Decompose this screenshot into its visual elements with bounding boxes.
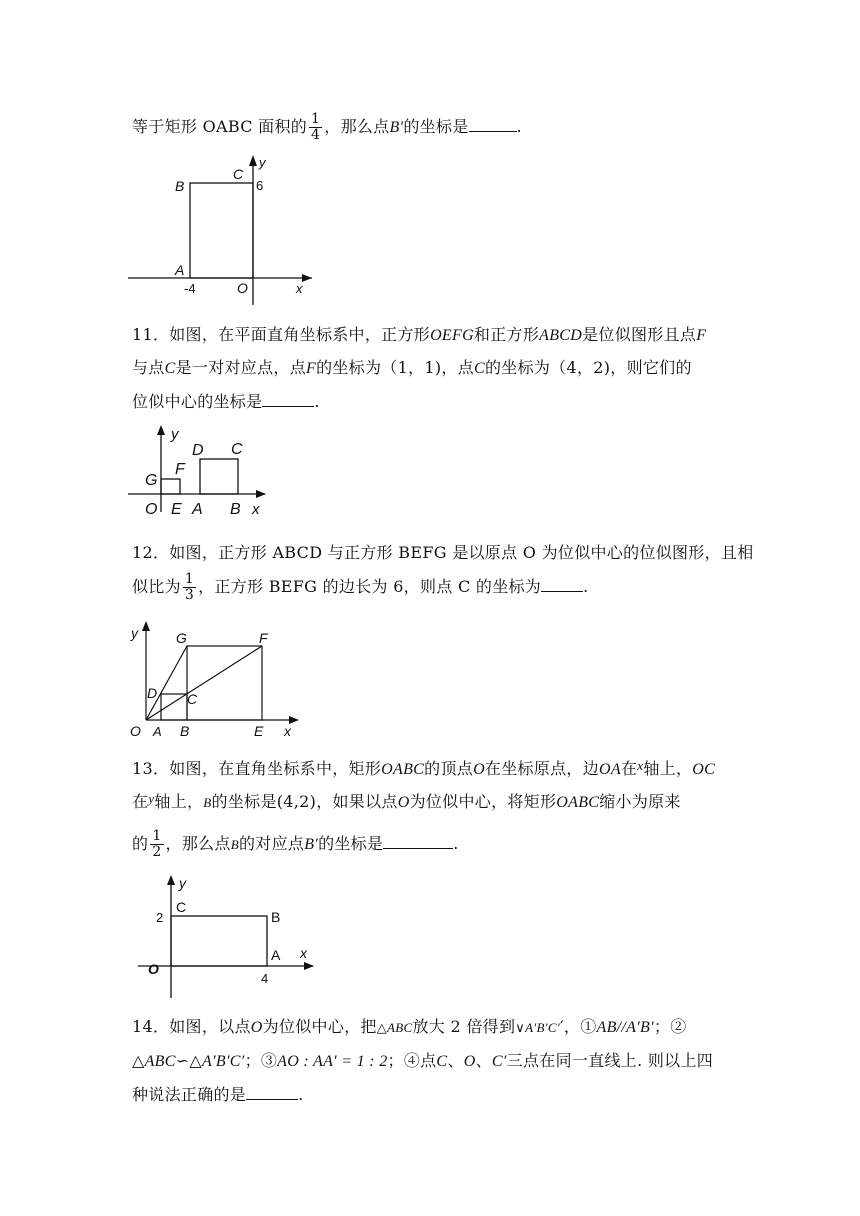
q14-text: 14．如图，以点 bbox=[132, 1017, 251, 1036]
q14-line-3 bbox=[132, 1082, 304, 1105]
q11-text: 11．如图，在平面直角坐标系中，正方形 bbox=[132, 325, 431, 344]
q13-text: 轴上， bbox=[154, 792, 204, 811]
point-label-g: G bbox=[176, 630, 187, 646]
point-label-a: A bbox=[271, 947, 281, 963]
axis-label-x: x bbox=[300, 945, 307, 961]
q12-line-1 bbox=[132, 540, 754, 563]
axis-label-x: x bbox=[252, 501, 260, 518]
axis-label-y: y bbox=[179, 875, 186, 891]
q11-symbol: F bbox=[306, 360, 317, 377]
origin-label: O bbox=[237, 280, 248, 296]
q13-text: 在 bbox=[620, 759, 638, 778]
frac-numerator: 1 bbox=[311, 111, 321, 127]
q13-text: 缩小为原来 bbox=[599, 792, 681, 811]
q14-symbol: △ABC∽△A′B′C′ bbox=[132, 1053, 245, 1070]
q11-text: 是一对对应点，点 bbox=[175, 358, 306, 377]
point-label-f: F bbox=[175, 461, 185, 478]
q11-symbol: OEFG bbox=[430, 327, 474, 344]
q10-text: . bbox=[516, 117, 522, 136]
axis-label-y: y bbox=[131, 625, 138, 641]
axis-label-y: y bbox=[171, 426, 179, 443]
q13-symbol: O bbox=[473, 761, 485, 778]
q12-text: 12．如图，正方形 ABCD 与正方形 BEFG 是以原点 O 为位似中心的位似图形，且相 bbox=[132, 543, 754, 562]
square-abcd bbox=[200, 459, 238, 494]
q13-line-2 bbox=[132, 789, 681, 812]
rectangle-oabc bbox=[190, 183, 253, 278]
axis-label-y: y bbox=[259, 155, 266, 170]
q10-line bbox=[132, 112, 522, 143]
origin-label: O bbox=[130, 723, 141, 739]
line-og bbox=[146, 646, 187, 720]
q14-text: . bbox=[298, 1085, 304, 1104]
q14-symbol: O bbox=[463, 1053, 476, 1070]
point-label-a: A bbox=[175, 262, 185, 278]
q14-text: 三点在同一直线上. 则以上四 bbox=[506, 1051, 714, 1070]
figure-11 bbox=[128, 422, 278, 522]
q14-text: 、 bbox=[475, 1051, 492, 1070]
q13-line-3 bbox=[132, 829, 459, 860]
answer-blank[interactable] bbox=[469, 117, 517, 132]
q13-symbol: OC bbox=[692, 761, 716, 778]
origin-label: O bbox=[145, 501, 158, 518]
q12-line-2 bbox=[132, 572, 589, 603]
tick-label-minus4: -4 bbox=[184, 281, 196, 296]
q13-symbol: x bbox=[637, 758, 644, 773]
answer-blank[interactable] bbox=[262, 392, 314, 407]
q11-line-1 bbox=[132, 322, 706, 345]
square-befg bbox=[187, 646, 262, 720]
q14-text: 种说法正确的是 bbox=[132, 1085, 247, 1104]
tick-label-6: 6 bbox=[256, 178, 264, 193]
q13-text: . bbox=[453, 834, 459, 853]
q12-text: ，正方形 BEFG 的边长为 6，则点 C 的坐标为 bbox=[198, 577, 542, 596]
q11-symbol: ABCD bbox=[539, 327, 583, 344]
q11-text: . bbox=[314, 392, 320, 411]
point-label-e: E bbox=[254, 723, 264, 739]
q11-text: 与点 bbox=[132, 358, 165, 377]
x-axis-arrow bbox=[302, 274, 312, 282]
frac-numerator: 1 bbox=[184, 571, 195, 587]
q14-symbol: △ABC bbox=[376, 1020, 413, 1035]
q13-text: 为位似中心，将矩形 bbox=[409, 792, 557, 811]
q11-text: 的坐标为（4，2)，则它们的 bbox=[484, 358, 692, 377]
q14-text: ；② bbox=[653, 1017, 687, 1036]
square-abcd bbox=[161, 694, 187, 720]
q14-symbol: C′ bbox=[491, 1053, 507, 1070]
figure-10 bbox=[128, 150, 328, 310]
q13-symbol: B bbox=[203, 795, 212, 810]
tick-label-2: 2 bbox=[156, 910, 164, 925]
q14-symbol: AO : AA′ = 1 : 2 bbox=[277, 1053, 388, 1070]
q11-symbol: F bbox=[696, 327, 707, 344]
q11-text: 位似中心的坐标是 bbox=[132, 392, 263, 411]
q13-symbol: OA bbox=[599, 761, 621, 778]
line-of bbox=[146, 646, 262, 720]
frac-denominator: 2 bbox=[152, 844, 162, 860]
tick-label-4: 4 bbox=[261, 971, 269, 986]
y-axis-arrow bbox=[142, 621, 150, 631]
q14-text: ；④点 bbox=[387, 1051, 437, 1070]
figure-12 bbox=[128, 618, 308, 742]
q11-symbol: C bbox=[164, 360, 176, 377]
q10-point: B′ bbox=[389, 119, 404, 136]
q13-text: ，那么点 bbox=[165, 834, 231, 853]
x-axis-arrow bbox=[256, 490, 266, 498]
q13-symbol: B′ bbox=[304, 836, 319, 853]
point-label-e: E bbox=[171, 501, 182, 518]
point-label-b: B bbox=[180, 723, 190, 739]
q13-symbol: y bbox=[148, 791, 155, 806]
figure-13 bbox=[138, 870, 318, 1005]
point-label-b: B bbox=[271, 909, 281, 925]
q14-symbol: O bbox=[250, 1019, 263, 1036]
q13-symbol: OABC bbox=[381, 761, 425, 778]
q13-text: 的 bbox=[132, 834, 149, 853]
q13-symbol: OABC bbox=[556, 794, 600, 811]
q14-text: 、 bbox=[447, 1051, 464, 1070]
origin-label: O bbox=[148, 961, 159, 977]
y-axis-arrow bbox=[157, 425, 165, 435]
square-oefg bbox=[161, 479, 180, 494]
q14-text: 为位似中心，把 bbox=[262, 1017, 377, 1036]
q13-text: 在坐标原点，边 bbox=[484, 759, 600, 778]
frac-numerator: 1 bbox=[152, 828, 162, 844]
q11-line-2 bbox=[132, 355, 692, 378]
q11-line-3 bbox=[132, 389, 320, 412]
q14-symbol: C bbox=[436, 1053, 448, 1070]
q10-text: ，那么点 bbox=[324, 117, 390, 136]
q11-text: 是位似图形且点 bbox=[582, 325, 697, 344]
q10-fraction bbox=[309, 112, 322, 143]
q13-fraction bbox=[150, 829, 163, 860]
point-label-a: A bbox=[192, 501, 203, 518]
point-label-g: G bbox=[145, 472, 158, 489]
point-label-b: B bbox=[230, 501, 241, 518]
q14-line-1 bbox=[132, 1014, 687, 1037]
q13-symbol: B bbox=[230, 837, 239, 852]
point-label-d: D bbox=[192, 442, 204, 459]
q13-text: 在 bbox=[132, 792, 149, 811]
y-axis-arrow bbox=[167, 875, 175, 885]
q13-text: 的顶点 bbox=[424, 759, 474, 778]
point-label-b: B bbox=[175, 178, 185, 194]
q12-fraction bbox=[183, 572, 196, 603]
frac-denominator: 3 bbox=[184, 587, 195, 603]
q13-line-1 bbox=[132, 756, 715, 779]
q13-text: 的坐标是 bbox=[318, 834, 384, 853]
point-label-c: C bbox=[233, 166, 244, 182]
q13-text: ，如果以点 bbox=[316, 792, 398, 811]
q13-text: 的坐标是 bbox=[211, 792, 277, 811]
q13-coordinate: (4,2) bbox=[276, 792, 317, 811]
q14-symbol: ∨A′B′C′ bbox=[515, 1020, 560, 1035]
q14-line-2 bbox=[132, 1048, 713, 1071]
point-label-f: F bbox=[259, 630, 268, 646]
point-label-c: C bbox=[187, 691, 198, 707]
y-axis-arrow bbox=[249, 155, 257, 166]
q14-text: ′，① bbox=[559, 1017, 597, 1036]
point-label-c: C bbox=[176, 899, 187, 915]
q13-symbol: O bbox=[397, 794, 410, 811]
point-label-a: A bbox=[153, 724, 162, 739]
axis-label-x: x bbox=[284, 723, 291, 739]
point-label-d: D bbox=[147, 685, 158, 701]
q10-text: 的坐标是 bbox=[403, 117, 469, 136]
answer-blank[interactable] bbox=[541, 577, 583, 592]
q10-text: 等于矩形 OABC 面积的 bbox=[132, 117, 308, 136]
q13-text: 13．如图，在直角坐标系中，矩形 bbox=[132, 759, 382, 778]
answer-blank[interactable] bbox=[246, 1085, 298, 1100]
q11-text: 和正方形 bbox=[473, 325, 540, 344]
q13-text: 轴上， bbox=[643, 759, 693, 778]
frac-denominator: 4 bbox=[311, 127, 321, 143]
q11-symbol: C bbox=[473, 360, 485, 377]
q14-text: 放大 2 倍得到 bbox=[412, 1017, 516, 1036]
answer-blank[interactable] bbox=[383, 834, 453, 849]
rectangle-oabc bbox=[171, 916, 267, 966]
q11-text: 的坐标为（1，1)，点 bbox=[316, 358, 474, 377]
q14-text: ；③ bbox=[244, 1051, 278, 1070]
x-axis-arrow bbox=[304, 962, 314, 970]
q12-text: . bbox=[583, 577, 589, 596]
axis-label-x: x bbox=[296, 281, 303, 296]
point-label-c: C bbox=[231, 441, 243, 458]
q13-text: 的对应点 bbox=[238, 834, 305, 853]
q14-symbol: AB//A′B′ bbox=[596, 1019, 654, 1036]
q12-text: 似比为 bbox=[132, 577, 181, 596]
